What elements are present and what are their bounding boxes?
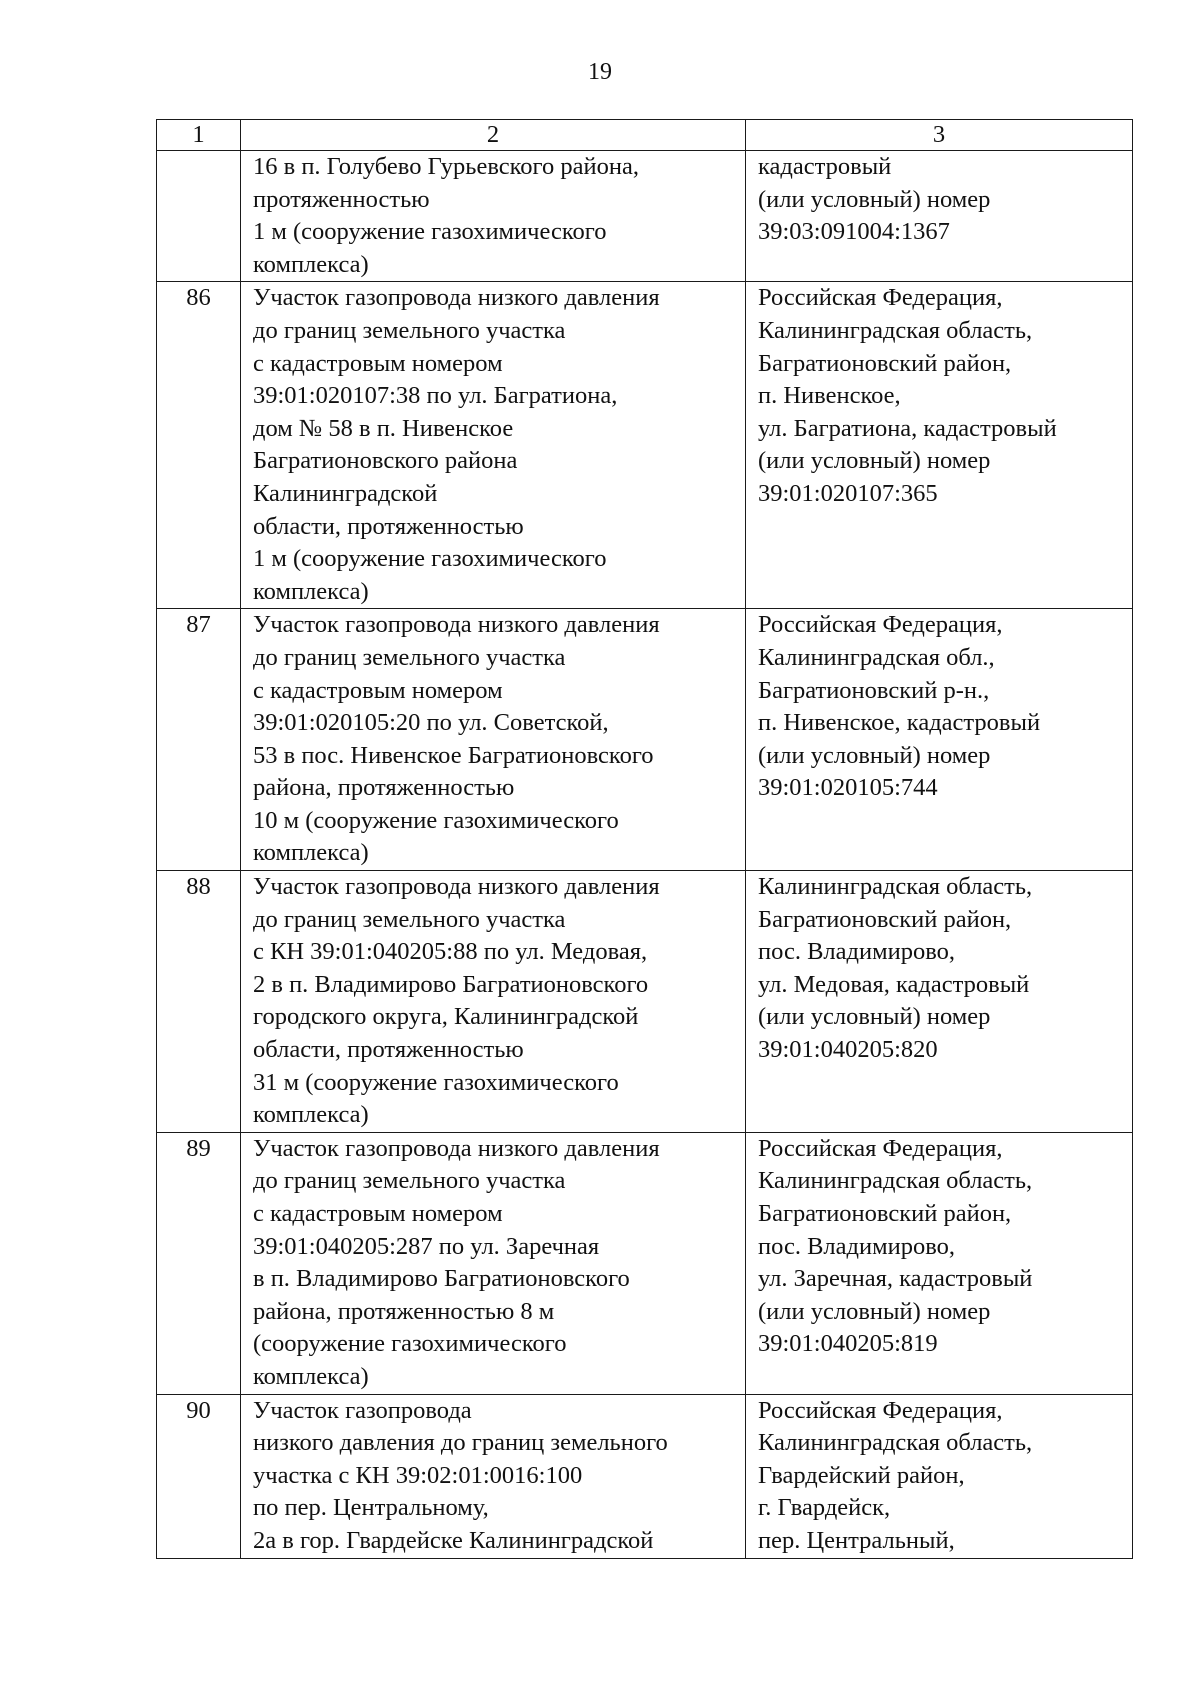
location-line: ул. Медовая, кадастровый (758, 970, 1030, 998)
location-line: (или условный) номер (758, 1003, 991, 1031)
location-line: г. Гвардейск, (758, 1494, 891, 1522)
table-row (157, 151, 1133, 282)
object-description-cell (241, 1394, 746, 1558)
location-cadastral-cell (746, 1132, 1133, 1394)
description-line: дом № 58 в п. Нивенское (253, 414, 514, 442)
description-line: 2 в п. Владимирово Багратионовского (253, 970, 649, 998)
registry-table (156, 119, 1133, 1559)
description-line: 39:01:040205:287 по ул. Заречная (253, 1232, 600, 1260)
location-cadastral-cell (746, 609, 1133, 871)
location-line: 39:01:020107:365 (758, 479, 938, 507)
description-line: 10 м (сооружение газохимического (253, 806, 619, 834)
description-line: комплекса) (253, 250, 369, 278)
location-line: п. Нивенское, (758, 382, 901, 410)
location-line: Калининградская область, (758, 1167, 1033, 1195)
row-number (157, 151, 241, 282)
location-cadastral-cell (746, 1394, 1133, 1558)
page-number: 19 (588, 59, 612, 85)
description-line: с КН 39:01:040205:88 по ул. Медовая, (253, 938, 648, 966)
description-line: до границ земельного участка (253, 643, 566, 671)
location-line: Российская Федерация, (758, 611, 1003, 639)
description-line: Багратионовского района (253, 447, 518, 475)
location-line: ул. Багратиона, кадастровый (758, 414, 1057, 442)
description-line: комплекса) (253, 839, 369, 867)
description-line: до границ земельного участка (253, 1167, 566, 1195)
location-line: Российская Федерация, (758, 1134, 1003, 1162)
description-line: с кадастровым номером (253, 676, 503, 704)
object-description-cell (241, 151, 746, 282)
location-line: (или условный) номер (758, 447, 991, 475)
description-line: 16 в п. Голубево Гурьевского района, (253, 153, 639, 180)
description-line: участка с КН 39:02:01:0016:100 (253, 1461, 583, 1489)
description-line: (сооружение газохимического (253, 1330, 567, 1358)
object-description-cell (241, 1132, 746, 1394)
description-line: Участок газопровода низкого давления (253, 611, 660, 639)
object-description-cell (241, 871, 746, 1133)
description-line: 1 м (сооружение газохимического (253, 545, 607, 573)
description-line: района, протяженностью (253, 774, 515, 802)
table-row (157, 282, 1133, 609)
object-description-cell (241, 282, 746, 609)
description-line: с кадастровым номером (253, 349, 503, 377)
description-line: 39:01:020105:20 по ул. Советской, (253, 709, 609, 737)
description-line: 2а в гор. Гвардейске Калининградской (253, 1526, 654, 1554)
column-header-number: 1 (157, 120, 241, 151)
description-line: комплекса) (253, 1101, 369, 1129)
description-line: городского округа, Калининградской (253, 1003, 639, 1031)
location-line: п. Нивенское, кадастровый (758, 709, 1041, 737)
location-line: Гвардейский район, (758, 1461, 965, 1489)
description-line: 53 в пос. Нивенское Багратионовского (253, 741, 654, 769)
location-line: ул. Заречная, кадастровый (758, 1265, 1033, 1293)
description-line: до границ земельного участка (253, 905, 566, 933)
description-line: Участок газопровода низкого давления (253, 1134, 660, 1162)
column-header-description: 2 (241, 120, 746, 151)
location-cadastral-cell (746, 871, 1133, 1133)
location-line: Калининградская область, (758, 316, 1033, 344)
location-line: 39:01:040205:820 (758, 1036, 938, 1064)
description-line: с кадастровым номером (253, 1200, 503, 1227)
location-line: пер. Центральный, (758, 1526, 955, 1554)
table-row (157, 609, 1133, 871)
location-line: Российская Федерация, (758, 1396, 1003, 1424)
location-line: пос. Владимирово, (758, 1232, 956, 1260)
object-description-cell (241, 609, 746, 871)
description-line: 39:01:020107:38 по ул. Багратиона, (253, 382, 618, 410)
location-line: (или условный) номер (758, 741, 991, 769)
table-header-row (157, 120, 1133, 151)
description-line: Калининградской (253, 479, 438, 507)
column-header-location: 3 (746, 120, 1133, 151)
location-line: кадастровый (758, 153, 892, 180)
location-line: Калининградская обл., (758, 643, 995, 671)
description-line: до границ земельного участка (253, 316, 566, 344)
location-line: Калининградская область, (758, 873, 1033, 901)
description-line: низкого давления до границ земельного (253, 1429, 668, 1457)
description-line: Участок газопровода низкого давления (253, 873, 660, 901)
location-line: Багратионовский район, (758, 349, 1012, 377)
location-cadastral-cell (746, 151, 1133, 282)
description-line: 31 м (сооружение газохимического (253, 1068, 619, 1096)
location-line: Багратионовский район, (758, 905, 1012, 933)
table-row (157, 871, 1133, 1133)
location-line: 39:03:091004:1367 (758, 218, 950, 246)
location-line: Багратионовский район, (758, 1200, 1012, 1227)
description-line: 1 м (сооружение газохимического (253, 218, 607, 246)
location-line: Калининградская область, (758, 1429, 1033, 1457)
row-number: 89 (157, 1132, 241, 1394)
location-line: 39:01:040205:819 (758, 1330, 938, 1358)
location-line: (или условный) номер (758, 185, 991, 213)
location-line: (или условный) номер (758, 1297, 991, 1325)
location-line: Багратионовский р-н., (758, 676, 990, 704)
description-line: Участок газопровода низкого давления (253, 284, 660, 312)
description-line: области, протяженностью (253, 1036, 524, 1064)
description-line: в п. Владимирово Багратионовского (253, 1265, 630, 1293)
description-line: района, протяженностью 8 м (253, 1297, 555, 1325)
row-number: 87 (157, 609, 241, 871)
description-line: области, протяженностью (253, 512, 524, 540)
table-row (157, 1394, 1133, 1558)
row-number: 86 (157, 282, 241, 609)
row-number: 88 (157, 871, 241, 1133)
location-line: 39:01:020105:744 (758, 774, 938, 802)
location-line: пос. Владимирово, (758, 938, 956, 966)
description-line: по пер. Центральному, (253, 1494, 489, 1522)
description-line: комплекса) (253, 577, 369, 605)
description-line: Участок газопровода (253, 1396, 472, 1424)
location-line: Российская Федерация, (758, 284, 1003, 312)
description-line: комплекса) (253, 1362, 369, 1390)
table-row (157, 1132, 1133, 1394)
row-number: 90 (157, 1394, 241, 1558)
description-line: протяженностью (253, 185, 430, 213)
location-cadastral-cell (746, 282, 1133, 609)
